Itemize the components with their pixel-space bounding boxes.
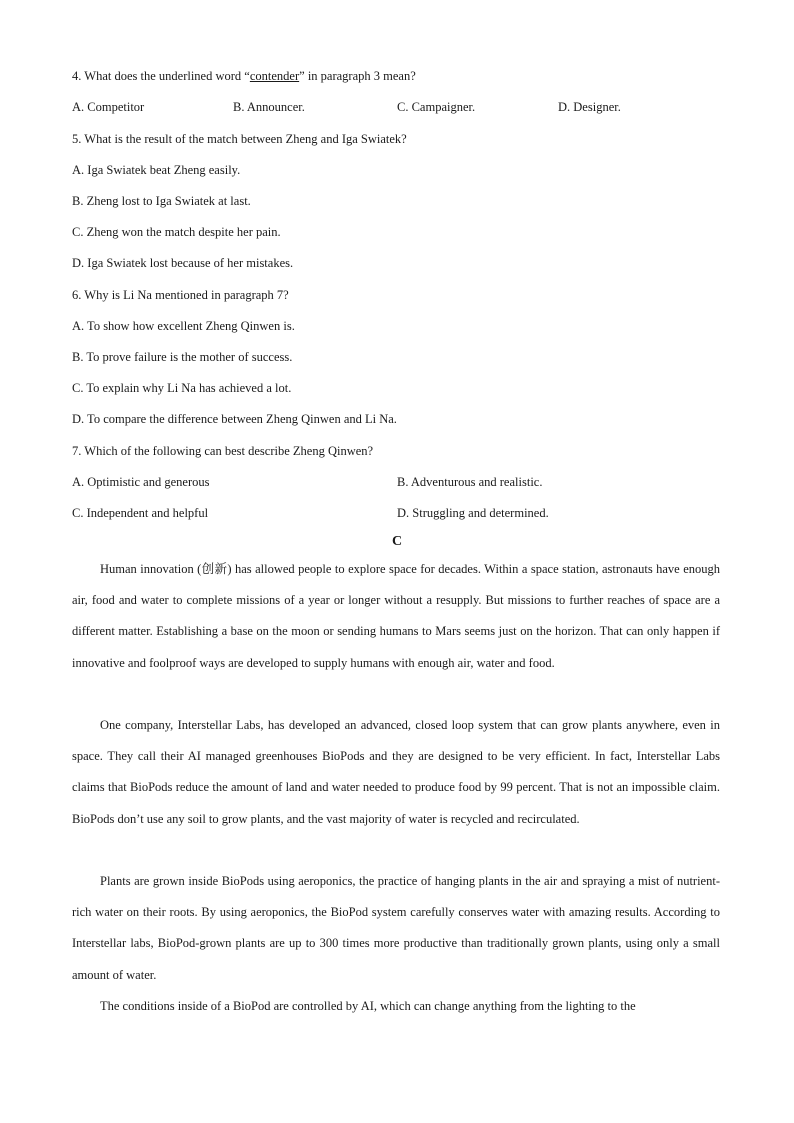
question-4-stem xyxy=(72,68,416,84)
question-7-option-b: B. Adventurous and realistic. xyxy=(397,475,543,489)
question-4-option-c: C. Campaigner. xyxy=(397,100,476,114)
question-7-option-c: C. Independent and helpful xyxy=(72,506,209,520)
question-4-option-a: A. Competitor xyxy=(72,100,145,114)
passage-paragraph-3: Plants are grown inside BioPods using aeroponics, the practice of hanging plants in the air and spraying a mist of nutrient-rich water on their roots. By using aeroponics, the BioPod system carefully conserves water with amazing results. According to Interstellar labs, BioPod-grown plants are up to 300 times more productive than traditionally grown plants, using only a small amount of water. xyxy=(72,874,720,982)
question-7-stem: 7. Which of the following can best describe Zheng Qinwen? xyxy=(72,444,374,458)
passage-paragraph-2: One company, Interstellar Labs, has developed an advanced, closed loop system that can grow plants anywhere, even in space. They call their AI managed greenhouses BioPods and they are designed to be very efficient. In fact, Interstellar Labs claims that BioPods reduce the amount of land and water needed to produce food by 99 percent. That is not an impossible claim. BioPods don’t use any soil to grow plants, and the vast majority of water is recycled and recirculated. xyxy=(72,718,720,826)
question-6-option-a: A. To show how excellent Zheng Qinwen is. xyxy=(72,319,295,333)
question-6-stem: 6. Why is Li Na mentioned in paragraph 7? xyxy=(72,288,289,302)
question-5-option-d: D. Iga Swiatek lost because of her mistakes. xyxy=(72,256,294,270)
question-5-option-b: B. Zheng lost to Iga Swiatek at last. xyxy=(72,194,251,208)
underlined-word: contender xyxy=(249,69,300,83)
question-7-option-d: D. Struggling and determined. xyxy=(397,506,549,520)
question-5-stem: 5. What is the result of the match between Zheng and Iga Swiatek? xyxy=(72,132,407,146)
question-4-option-b: B. Announcer. xyxy=(233,100,305,114)
passage-paragraph-1: Human innovation (创新) has allowed people to explore space for decades. Within a space station, astronauts have enough air, food and water to complete missions of a year or longer without a resupply. But missions to further reaches of space are a different matter. Establishing a base on the moon or sending humans to Mars seems just on the horizon. That can only happen if innovative and foolproof ways are developed to supply humans with enough air, water and food. xyxy=(72,562,720,670)
question-6-option-c: C. To explain why Li Na has achieved a lot. xyxy=(72,381,292,395)
section-heading: C xyxy=(391,534,403,549)
question-6-option-d: D. To compare the difference between Zheng Qinwen and Li Na. xyxy=(72,412,397,426)
question-5-option-c: C. Zheng won the match despite her pain. xyxy=(72,225,281,239)
question-5-option-a: A. Iga Swiatek beat Zheng easily. xyxy=(72,163,241,177)
question-7-option-a: A. Optimistic and generous xyxy=(72,475,210,489)
question-4-option-d: D. Designer. xyxy=(558,100,621,114)
question-4-stem-start: 4. What does the underlined word “ xyxy=(72,69,250,83)
question-6-option-b: B. To prove failure is the mother of success. xyxy=(72,350,293,364)
question-4-stem-end: ” in paragraph 3 mean? xyxy=(299,69,416,83)
passage-paragraph-4: The conditions inside of a BioPod are controlled by AI, which can change anything from the lighting to the xyxy=(100,999,636,1013)
